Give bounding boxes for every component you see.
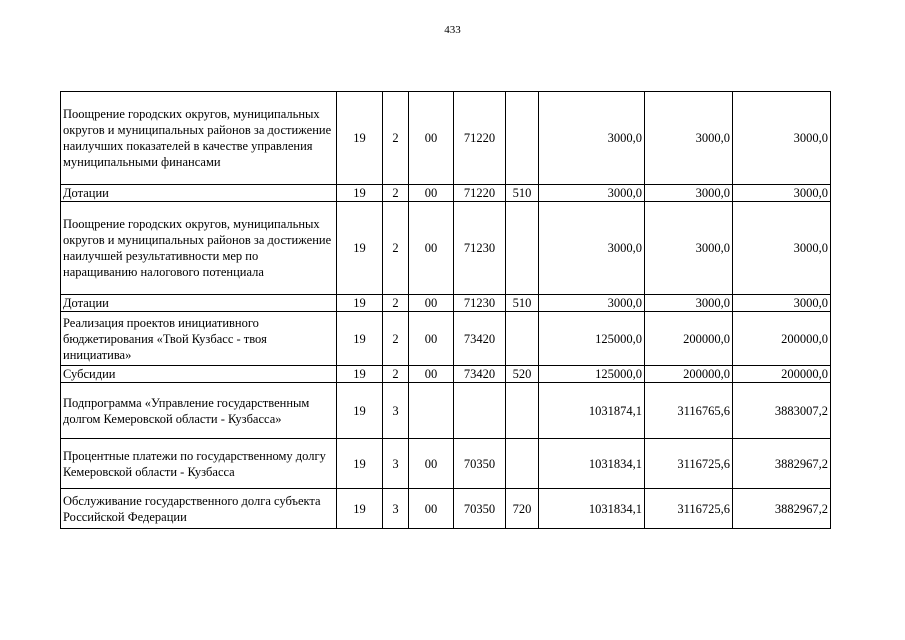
code-direction: 00 (409, 92, 454, 185)
code-expense-type (506, 202, 539, 295)
code-subprogram: 3 (383, 489, 409, 529)
code-subprogram: 2 (383, 312, 409, 366)
page-number: 433 (444, 24, 461, 36)
row-description: Процентные платежи по государственному долгу Кемеровской области - Кузбасса (61, 439, 337, 489)
code-section: 19 (337, 383, 383, 439)
code-subprogram: 3 (383, 439, 409, 489)
code-target: 73420 (454, 312, 506, 366)
code-section: 19 (337, 312, 383, 366)
amount-year-3: 200000,0 (733, 366, 831, 383)
code-direction: 00 (409, 439, 454, 489)
amount-year-1: 125000,0 (539, 312, 645, 366)
code-expense-type (506, 312, 539, 366)
table-row (61, 489, 831, 529)
row-description: Подпрограмма «Управление государственным долгом Кемеровской области - Кузбасса» (61, 383, 337, 439)
row-description: Дотации (61, 295, 337, 312)
code-target: 71220 (454, 92, 506, 185)
table-row (61, 366, 831, 383)
amount-year-1: 3000,0 (539, 202, 645, 295)
amount-year-3: 3882967,2 (733, 439, 831, 489)
code-subprogram: 2 (383, 366, 409, 383)
row-description: Дотации (61, 185, 337, 202)
amount-year-2: 200000,0 (645, 312, 733, 366)
amount-year-3: 3000,0 (733, 185, 831, 202)
code-subprogram: 2 (383, 295, 409, 312)
amount-year-1: 1031874,1 (539, 383, 645, 439)
amount-year-3: 200000,0 (733, 312, 831, 366)
code-direction: 00 (409, 202, 454, 295)
code-expense-type (506, 92, 539, 185)
table-row (61, 92, 831, 185)
code-expense-type: 510 (506, 295, 539, 312)
amount-year-2: 3116725,6 (645, 439, 733, 489)
code-expense-type: 720 (506, 489, 539, 529)
code-target: 70350 (454, 439, 506, 489)
code-expense-type: 510 (506, 185, 539, 202)
table-row (61, 383, 831, 439)
amount-year-2: 200000,0 (645, 366, 733, 383)
amount-year-1: 3000,0 (539, 295, 645, 312)
code-subprogram: 2 (383, 92, 409, 185)
code-target: 73420 (454, 366, 506, 383)
amount-year-3: 3000,0 (733, 202, 831, 295)
row-description: Обслуживание государственного долга субъекта Российской Федерации (61, 489, 337, 529)
code-subprogram: 2 (383, 185, 409, 202)
amount-year-3: 3000,0 (733, 295, 831, 312)
amount-year-1: 125000,0 (539, 366, 645, 383)
code-expense-type (506, 383, 539, 439)
amount-year-1: 3000,0 (539, 185, 645, 202)
row-description: Реализация проектов инициативного бюджетирования «Твой Кузбасс - твоя инициатива» (61, 312, 337, 366)
code-direction: 00 (409, 489, 454, 529)
amount-year-2: 3116765,6 (645, 383, 733, 439)
code-target: 70350 (454, 489, 506, 529)
code-direction: 00 (409, 295, 454, 312)
table-body (61, 92, 831, 529)
code-direction (409, 383, 454, 439)
code-expense-type (506, 439, 539, 489)
budget-table (60, 91, 831, 529)
code-section: 19 (337, 92, 383, 185)
code-section: 19 (337, 439, 383, 489)
table-row (61, 185, 831, 202)
code-target (454, 383, 506, 439)
amount-year-2: 3000,0 (645, 92, 733, 185)
amount-year-2: 3000,0 (645, 202, 733, 295)
code-target: 71220 (454, 185, 506, 202)
amount-year-2: 3000,0 (645, 185, 733, 202)
code-section: 19 (337, 489, 383, 529)
table-row (61, 312, 831, 366)
code-target: 71230 (454, 295, 506, 312)
row-description: Субсидии (61, 366, 337, 383)
code-subprogram: 2 (383, 202, 409, 295)
code-target: 71230 (454, 202, 506, 295)
code-section: 19 (337, 295, 383, 312)
table-row (61, 202, 831, 295)
amount-year-1: 1031834,1 (539, 439, 645, 489)
amount-year-2: 3000,0 (645, 295, 733, 312)
code-section: 19 (337, 202, 383, 295)
code-expense-type: 520 (506, 366, 539, 383)
code-direction: 00 (409, 312, 454, 366)
code-direction: 00 (409, 185, 454, 202)
table-row (61, 439, 831, 489)
table-row (61, 295, 831, 312)
amount-year-3: 3883007,2 (733, 383, 831, 439)
row-description: Поощрение городских округов, муниципальных округов и муниципальных районов за достижение наилучших показателей в качестве управления муниципальными финансами (61, 92, 337, 185)
code-subprogram: 3 (383, 383, 409, 439)
code-section: 19 (337, 366, 383, 383)
amount-year-3: 3882967,2 (733, 489, 831, 529)
code-direction: 00 (409, 366, 454, 383)
amount-year-3: 3000,0 (733, 92, 831, 185)
amount-year-2: 3116725,6 (645, 489, 733, 529)
amount-year-1: 3000,0 (539, 92, 645, 185)
amount-year-1: 1031834,1 (539, 489, 645, 529)
code-section: 19 (337, 185, 383, 202)
row-description: Поощрение городских округов, муниципальных округов и муниципальных районов за достижение наилучшей результативности мер по наращиванию налогового потенциала (61, 202, 337, 295)
